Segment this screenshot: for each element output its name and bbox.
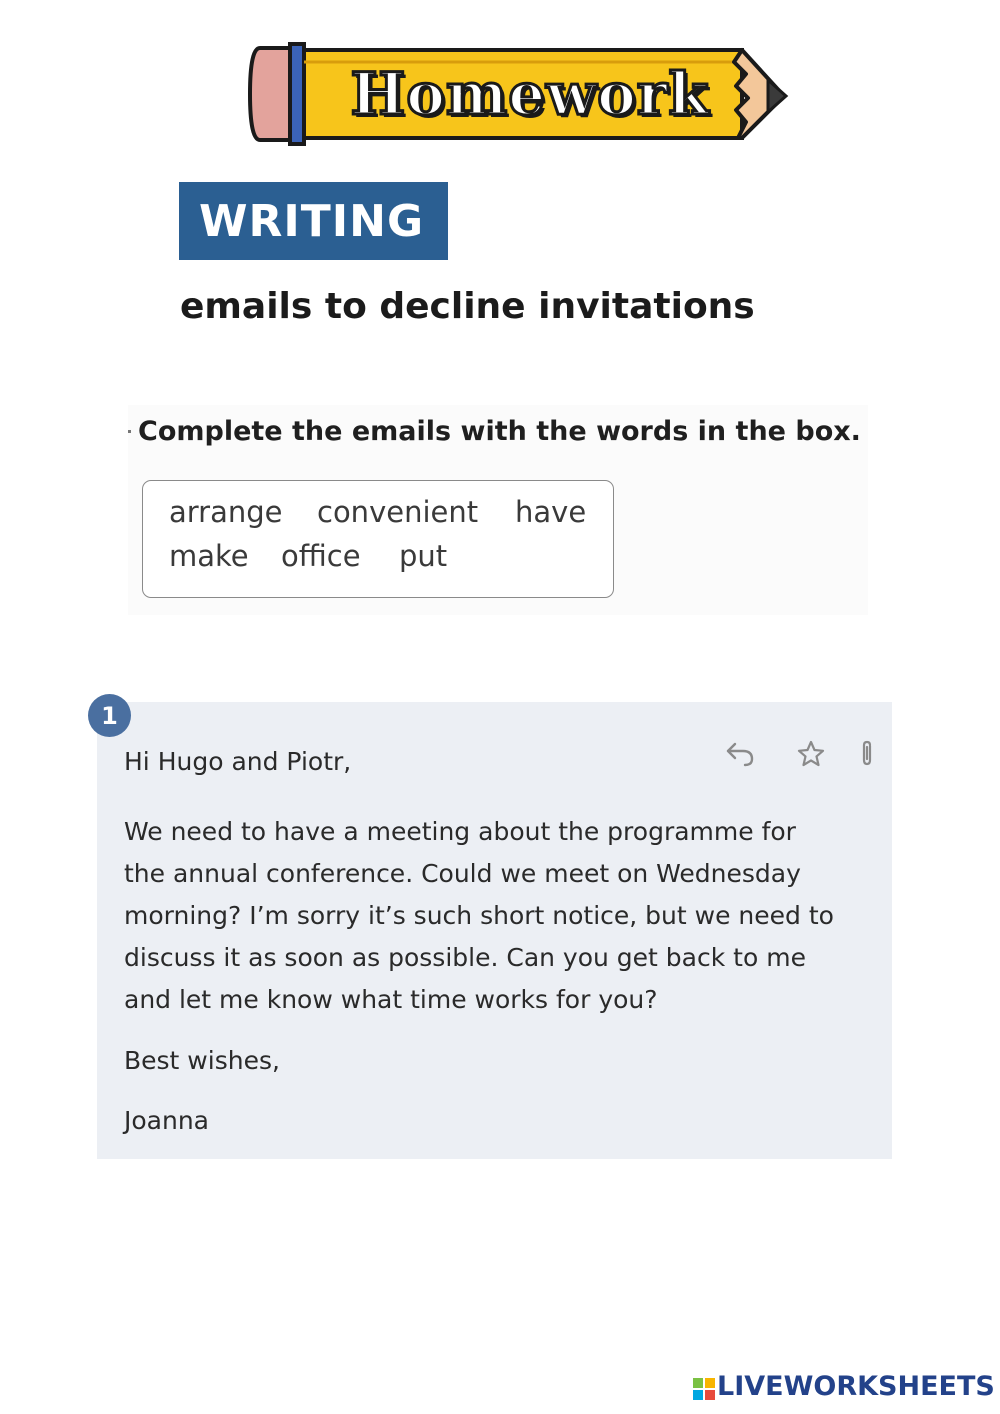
word-box-item: have bbox=[515, 495, 587, 529]
liveworksheets-logo-text: LIVEWORKSHEETS bbox=[717, 1371, 995, 1402]
word-box-item: arrange bbox=[169, 495, 283, 529]
word-box-item: office bbox=[281, 539, 361, 573]
reply-icon[interactable] bbox=[725, 740, 755, 768]
word-box-item: make bbox=[169, 539, 249, 573]
email-signature: Joanna bbox=[124, 1106, 209, 1135]
email-body-line: and let me know what time works for you? bbox=[124, 985, 658, 1014]
email-closing: Best wishes, bbox=[124, 1046, 280, 1075]
email-body-line: discuss it as soon as possible. Can you get back to me bbox=[124, 943, 806, 972]
page-subtitle: emails to decline invitations bbox=[180, 286, 755, 327]
bullet-dot bbox=[128, 430, 131, 433]
email-body-line: morning? I’m sorry it’s such short notice, but we need to bbox=[124, 901, 834, 930]
paperclip-icon[interactable] bbox=[858, 739, 876, 769]
liveworksheets-logo-icon bbox=[693, 1378, 715, 1400]
star-icon[interactable] bbox=[796, 739, 826, 769]
email-body-line: the annual conference. Could we meet on Wednesday bbox=[124, 859, 801, 888]
word-box bbox=[142, 480, 614, 598]
section-badge: WRITING bbox=[179, 182, 448, 260]
word-box-item: put bbox=[399, 539, 448, 573]
email-greeting: Hi Hugo and Piotr, bbox=[124, 747, 352, 776]
email-body-line: We need to have a meeting about the programme for bbox=[124, 817, 796, 846]
exercise-instruction: Complete the emails with the words in the box. bbox=[138, 416, 861, 447]
email-body bbox=[124, 811, 834, 1021]
banner-title: Homework bbox=[350, 60, 710, 128]
word-box-item: convenient bbox=[317, 495, 479, 529]
email-number-badge: 1 bbox=[88, 694, 131, 737]
